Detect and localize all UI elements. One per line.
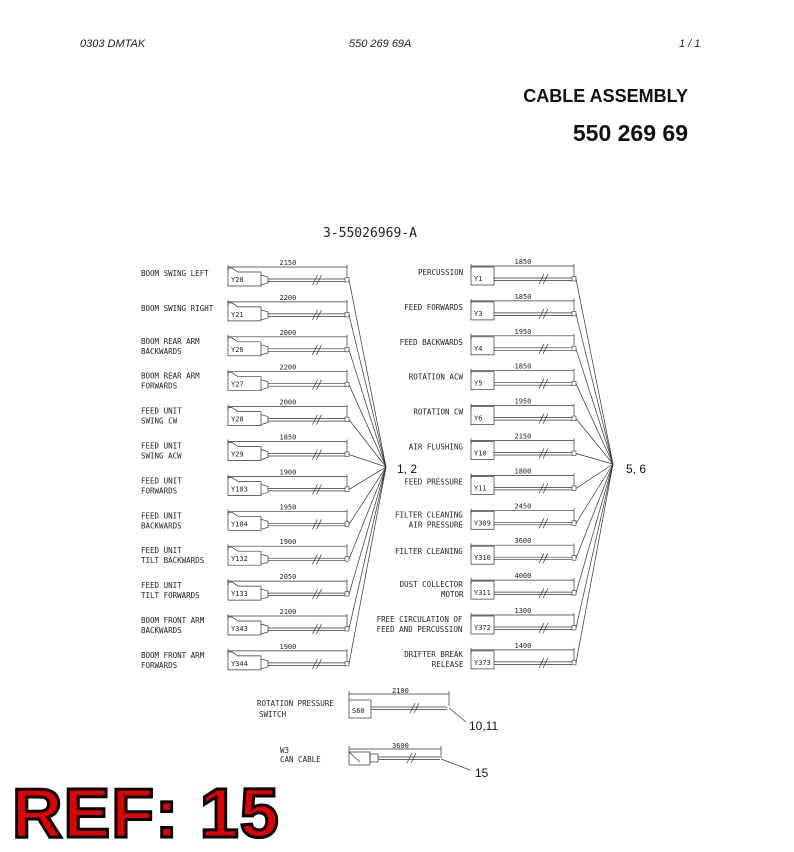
cable-length: 1850	[514, 292, 532, 301]
ref-stamp: REF: 15	[12, 774, 280, 852]
cable-length: 1300	[514, 607, 532, 615]
connector-nose	[261, 345, 268, 355]
connector-code: Y104	[231, 520, 248, 529]
break-mark	[313, 519, 318, 529]
leader-line	[349, 315, 386, 467]
switch-length: 2100	[392, 687, 409, 695]
cable-label: BOOM REAR ARM	[141, 371, 200, 381]
connector-code: Y10	[474, 449, 487, 458]
left-cable-group	[141, 259, 386, 670]
cable-label: PERCUSSION	[418, 268, 464, 277]
connector-code: Y344	[231, 659, 248, 668]
break-mark	[313, 380, 318, 390]
can-cable-label: W3	[280, 746, 290, 755]
connector-code: Y27	[231, 380, 244, 389]
cable-length: 2150	[514, 432, 532, 441]
cable-label: MOTOR	[441, 590, 464, 600]
cable-label: BOOM FRONT ARM	[141, 650, 205, 660]
cable-length: 1900	[279, 468, 297, 477]
connector-code: Y132	[231, 555, 248, 564]
connector-code: Y6	[474, 414, 483, 423]
cable-label: FILTER CLEANING	[395, 547, 463, 557]
connector-nose	[261, 659, 268, 669]
connector-code: Y373	[474, 658, 491, 667]
cable-label: SWING ACW	[141, 451, 182, 461]
connector-code: Y11	[474, 484, 487, 493]
leader-line	[576, 349, 613, 464]
connector-code: Y309	[474, 519, 491, 528]
cable-y373	[404, 464, 613, 669]
cable-length: 2000	[279, 398, 297, 407]
connector-nose	[261, 484, 268, 494]
connector-code: Y311	[474, 589, 491, 598]
break-mark	[313, 554, 318, 564]
break-mark	[313, 659, 318, 669]
cable-label: TILT BACKWARDS	[141, 556, 205, 566]
cable-label: SWING CW	[141, 416, 178, 426]
cable-length: 2000	[279, 328, 297, 337]
cable-label: BACKWARDS	[141, 626, 182, 635]
break-mark	[539, 449, 544, 459]
connector-code: Y21	[231, 310, 244, 319]
connector-nose	[261, 519, 268, 529]
switch-label: ROTATION PRESSURE	[257, 699, 334, 708]
can-connector	[349, 752, 370, 765]
break-mark	[313, 415, 318, 425]
cable-label: FILTER CLEANING	[395, 510, 463, 520]
cable-length: 1800	[514, 467, 532, 476]
cable-label: AIR FLUSHING	[408, 442, 463, 452]
page-title: CABLE ASSEMBLY	[523, 86, 688, 106]
switch-s60	[257, 687, 466, 722]
callout-left-group: 1, 2	[397, 462, 418, 476]
switch-label: SWITCH	[259, 710, 287, 719]
break-mark	[313, 484, 318, 494]
cable-label: FEED UNIT	[141, 511, 182, 521]
connector-code: Y5	[474, 379, 483, 388]
break-mark	[539, 483, 544, 493]
connector-code: Y103	[231, 485, 248, 494]
break-mark	[313, 275, 318, 285]
connector-code: Y28	[231, 415, 244, 424]
connector-nose	[261, 589, 268, 599]
cable-length: 3600	[514, 537, 532, 546]
cable-label: FREE CIRCULATION OF	[376, 615, 463, 624]
break-mark	[313, 345, 318, 355]
cable-label: ROTATION CW	[413, 407, 464, 417]
drawing-number: 3-55026969-A	[323, 226, 417, 241]
cable-label: BOOM SWING LEFT	[141, 269, 209, 278]
break-mark	[539, 623, 544, 633]
leader-line	[349, 467, 386, 629]
break-mark	[313, 589, 318, 599]
leader-line	[349, 467, 386, 559]
callout-rotation-switch: 10,11	[469, 719, 499, 733]
cable-label: FEED UNIT	[141, 406, 182, 416]
leader-line	[576, 464, 613, 558]
cable-y11	[404, 464, 613, 494]
cable-length: 1850	[514, 258, 532, 266]
cable-label: FEED BACKWARDS	[399, 337, 463, 347]
break-mark	[539, 414, 544, 424]
connector-code: Y4	[474, 344, 483, 353]
cable-length: 2200	[279, 293, 297, 302]
break-mark	[539, 309, 544, 319]
cable-label: BOOM FRONT ARM	[141, 616, 205, 625]
connector-code: Y26	[231, 345, 244, 354]
cable-label: AIR PRESSURE	[408, 520, 463, 530]
connector-nose	[261, 624, 268, 634]
leader-line	[349, 350, 386, 467]
cable-label: RELEASE	[431, 659, 464, 669]
connector-code: Y3	[474, 309, 483, 318]
cable-label: FEED FORWARDS	[404, 302, 463, 312]
leader-line	[576, 279, 613, 464]
part-number: 550 269 69	[572, 120, 688, 146]
break-mark	[539, 274, 544, 284]
header-drawing-ref: 550 269 69A	[349, 38, 412, 50]
break-mark	[539, 588, 544, 598]
connector-nose	[261, 275, 268, 285]
cable-length: 1950	[514, 397, 532, 406]
leader-line	[349, 467, 386, 664]
header-page-number: 1 / 1	[679, 38, 701, 50]
cable-label: BOOM REAR ARM	[141, 336, 200, 346]
cable-length: 2200	[279, 363, 297, 372]
cable-y10	[409, 433, 613, 465]
cable-length: 1400	[514, 641, 532, 650]
cable-length: 2150	[279, 259, 297, 267]
cable-length: 2450	[514, 502, 532, 511]
cable-y309	[395, 464, 613, 529]
cable-length: 4000	[514, 572, 532, 581]
leader-line	[576, 384, 613, 464]
leader-line	[349, 385, 386, 467]
cable-label: FEED UNIT	[141, 476, 182, 486]
cable-label: TILT FORWARDS	[141, 591, 200, 601]
cable-y20	[141, 259, 386, 467]
cable-y6	[413, 398, 613, 464]
leader-line	[576, 464, 613, 593]
connector-nose	[261, 310, 268, 320]
cable-label: FEED UNIT	[141, 581, 182, 591]
cable-label: FEED UNIT	[141, 441, 182, 451]
switch-code: S60	[352, 707, 365, 715]
cable-label: ROTATION ACW	[408, 372, 463, 382]
connector-code: Y310	[474, 554, 491, 563]
cable-label: FORWARDS	[141, 486, 178, 496]
connector-code: Y1	[474, 275, 483, 283]
can-cable-length: 3600	[392, 742, 409, 750]
cable-label: FEED PRESSURE	[404, 477, 463, 487]
break-mark	[539, 553, 544, 563]
callout-right-group: 5, 6	[626, 462, 647, 476]
cable-label: BACKWARDS	[141, 346, 182, 356]
break-mark	[313, 624, 318, 634]
connector-code: Y20	[231, 276, 244, 284]
can-cable-label: CAN CABLE	[280, 755, 321, 764]
header-doc-code: 0303 DMTAK	[80, 38, 146, 50]
cable-length: 1950	[514, 327, 532, 336]
cable-length: 1900	[279, 642, 297, 651]
callout-can-cable: 15	[475, 766, 489, 780]
cable-y29	[141, 434, 386, 468]
cable-y344	[141, 467, 386, 670]
connector-code: Y29	[231, 450, 244, 459]
break-mark	[313, 310, 318, 320]
leader-line	[349, 455, 386, 468]
cable-label: FEED AND PERCUSSION	[376, 625, 463, 634]
cable-label: DUST COLLECTOR	[399, 580, 463, 590]
bottom-cable-group	[257, 687, 470, 770]
cable-y103	[141, 467, 386, 495]
cable-length: 1850	[514, 362, 532, 371]
cable-length: 1950	[279, 503, 297, 512]
connector-nose	[261, 415, 268, 425]
break-mark	[539, 344, 544, 354]
break-mark	[539, 379, 544, 389]
cable-length: 1900	[279, 538, 297, 547]
connector-nose	[261, 450, 268, 460]
break-mark	[313, 450, 318, 460]
cable-label: BACKWARDS	[141, 521, 182, 531]
cable-label: FORWARDS	[141, 381, 178, 391]
cable-label: BOOM SWING RIGHT	[141, 303, 214, 313]
leader-line	[349, 280, 386, 467]
cable-length: 2050	[279, 573, 297, 582]
connector-nose	[261, 380, 268, 390]
cable-label: FORWARDS	[141, 660, 178, 670]
leader-line	[576, 464, 613, 488]
break-mark	[539, 518, 544, 528]
cable-length: 1850	[279, 433, 297, 442]
leader-line	[576, 464, 613, 628]
leader-line	[576, 454, 613, 465]
connector-code: Y133	[231, 590, 248, 599]
connector-nose	[261, 554, 268, 564]
break-mark	[539, 658, 544, 668]
cable-length: 2100	[279, 608, 297, 616]
connector-code: Y343	[231, 625, 248, 633]
connector-code: Y372	[474, 624, 491, 632]
can-cable-w3	[280, 742, 470, 770]
cable-label: FEED UNIT	[141, 546, 182, 556]
cable-label: DRIFTER BREAK	[404, 649, 463, 659]
